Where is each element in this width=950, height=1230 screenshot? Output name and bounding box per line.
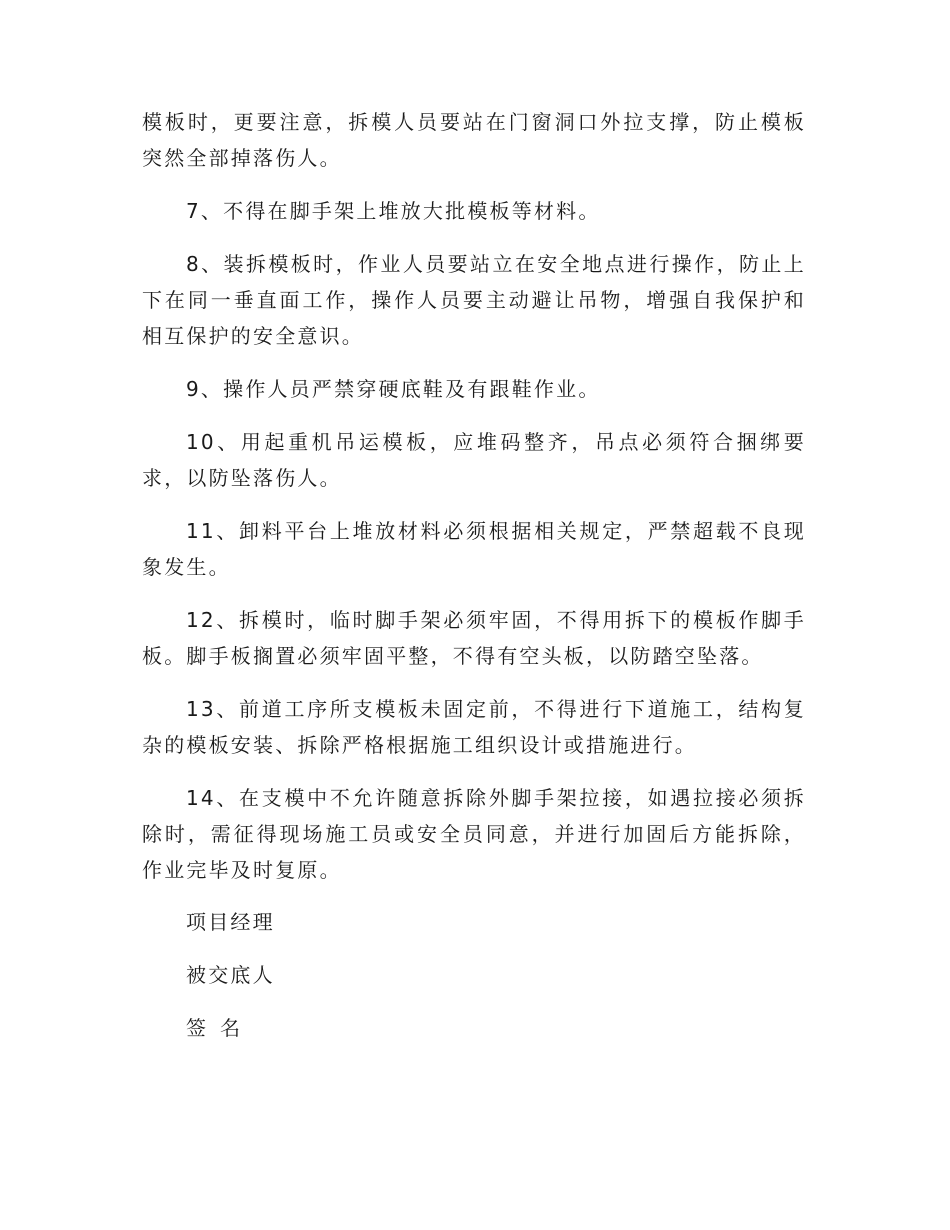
paragraph-item-9: 9、操作人员严禁穿硬底鞋及有跟鞋作业。 (186, 377, 601, 401)
paragraph-item-14: 14、在支模中不允许随意拆除外脚手架拉接，如遇拉接必须拆除时，需征得现场施工员或安全员同意，并进行加固后方能拆除，作业完毕及时复原。 (142, 786, 806, 882)
recipient-label: 被交底人 (186, 963, 275, 987)
paragraph-item-12: 12、拆模时，临时脚手架必须牢固，不得用拆下的模板作脚手板。脚手板搁置必须牢固平整，不得有空头板，以防踏空坠落。 (142, 608, 806, 668)
paragraph-item-10: 10、用起重机吊运模板，应堆码整齐，吊点必须符合捆绑要求，以防坠落伤人。 (142, 430, 806, 490)
paragraph-item-11: 11、卸料平台上堆放材料必须根据相关规定，严禁超载不良现象发生。 (142, 519, 806, 579)
paragraph-item-7: 7、不得在脚手架上堆放大批模板等材料。 (186, 199, 601, 223)
paragraph-item-8: 8、装拆模板时，作业人员要站立在安全地点进行操作，防止上下在同一垂直面工作，操作人员要主动避让吊物，增强自我保护和相互保护的安全意识。 (142, 252, 806, 348)
paragraph-item-13: 13、前道工序所支模板未固定前，不得进行下道施工，结构复杂的模板安装、拆除严格根据施工组织设计或措施进行。 (142, 697, 806, 757)
project-manager-label: 项目经理 (186, 910, 275, 934)
document-body (142, 104, 806, 1046)
signature-label: 签名 (186, 1016, 254, 1040)
paragraph-continuation: 模板时，更要注意，拆模人员要站在门窗洞口外拉支撑，防止模板突然全部掉落伤人。 (142, 110, 806, 170)
